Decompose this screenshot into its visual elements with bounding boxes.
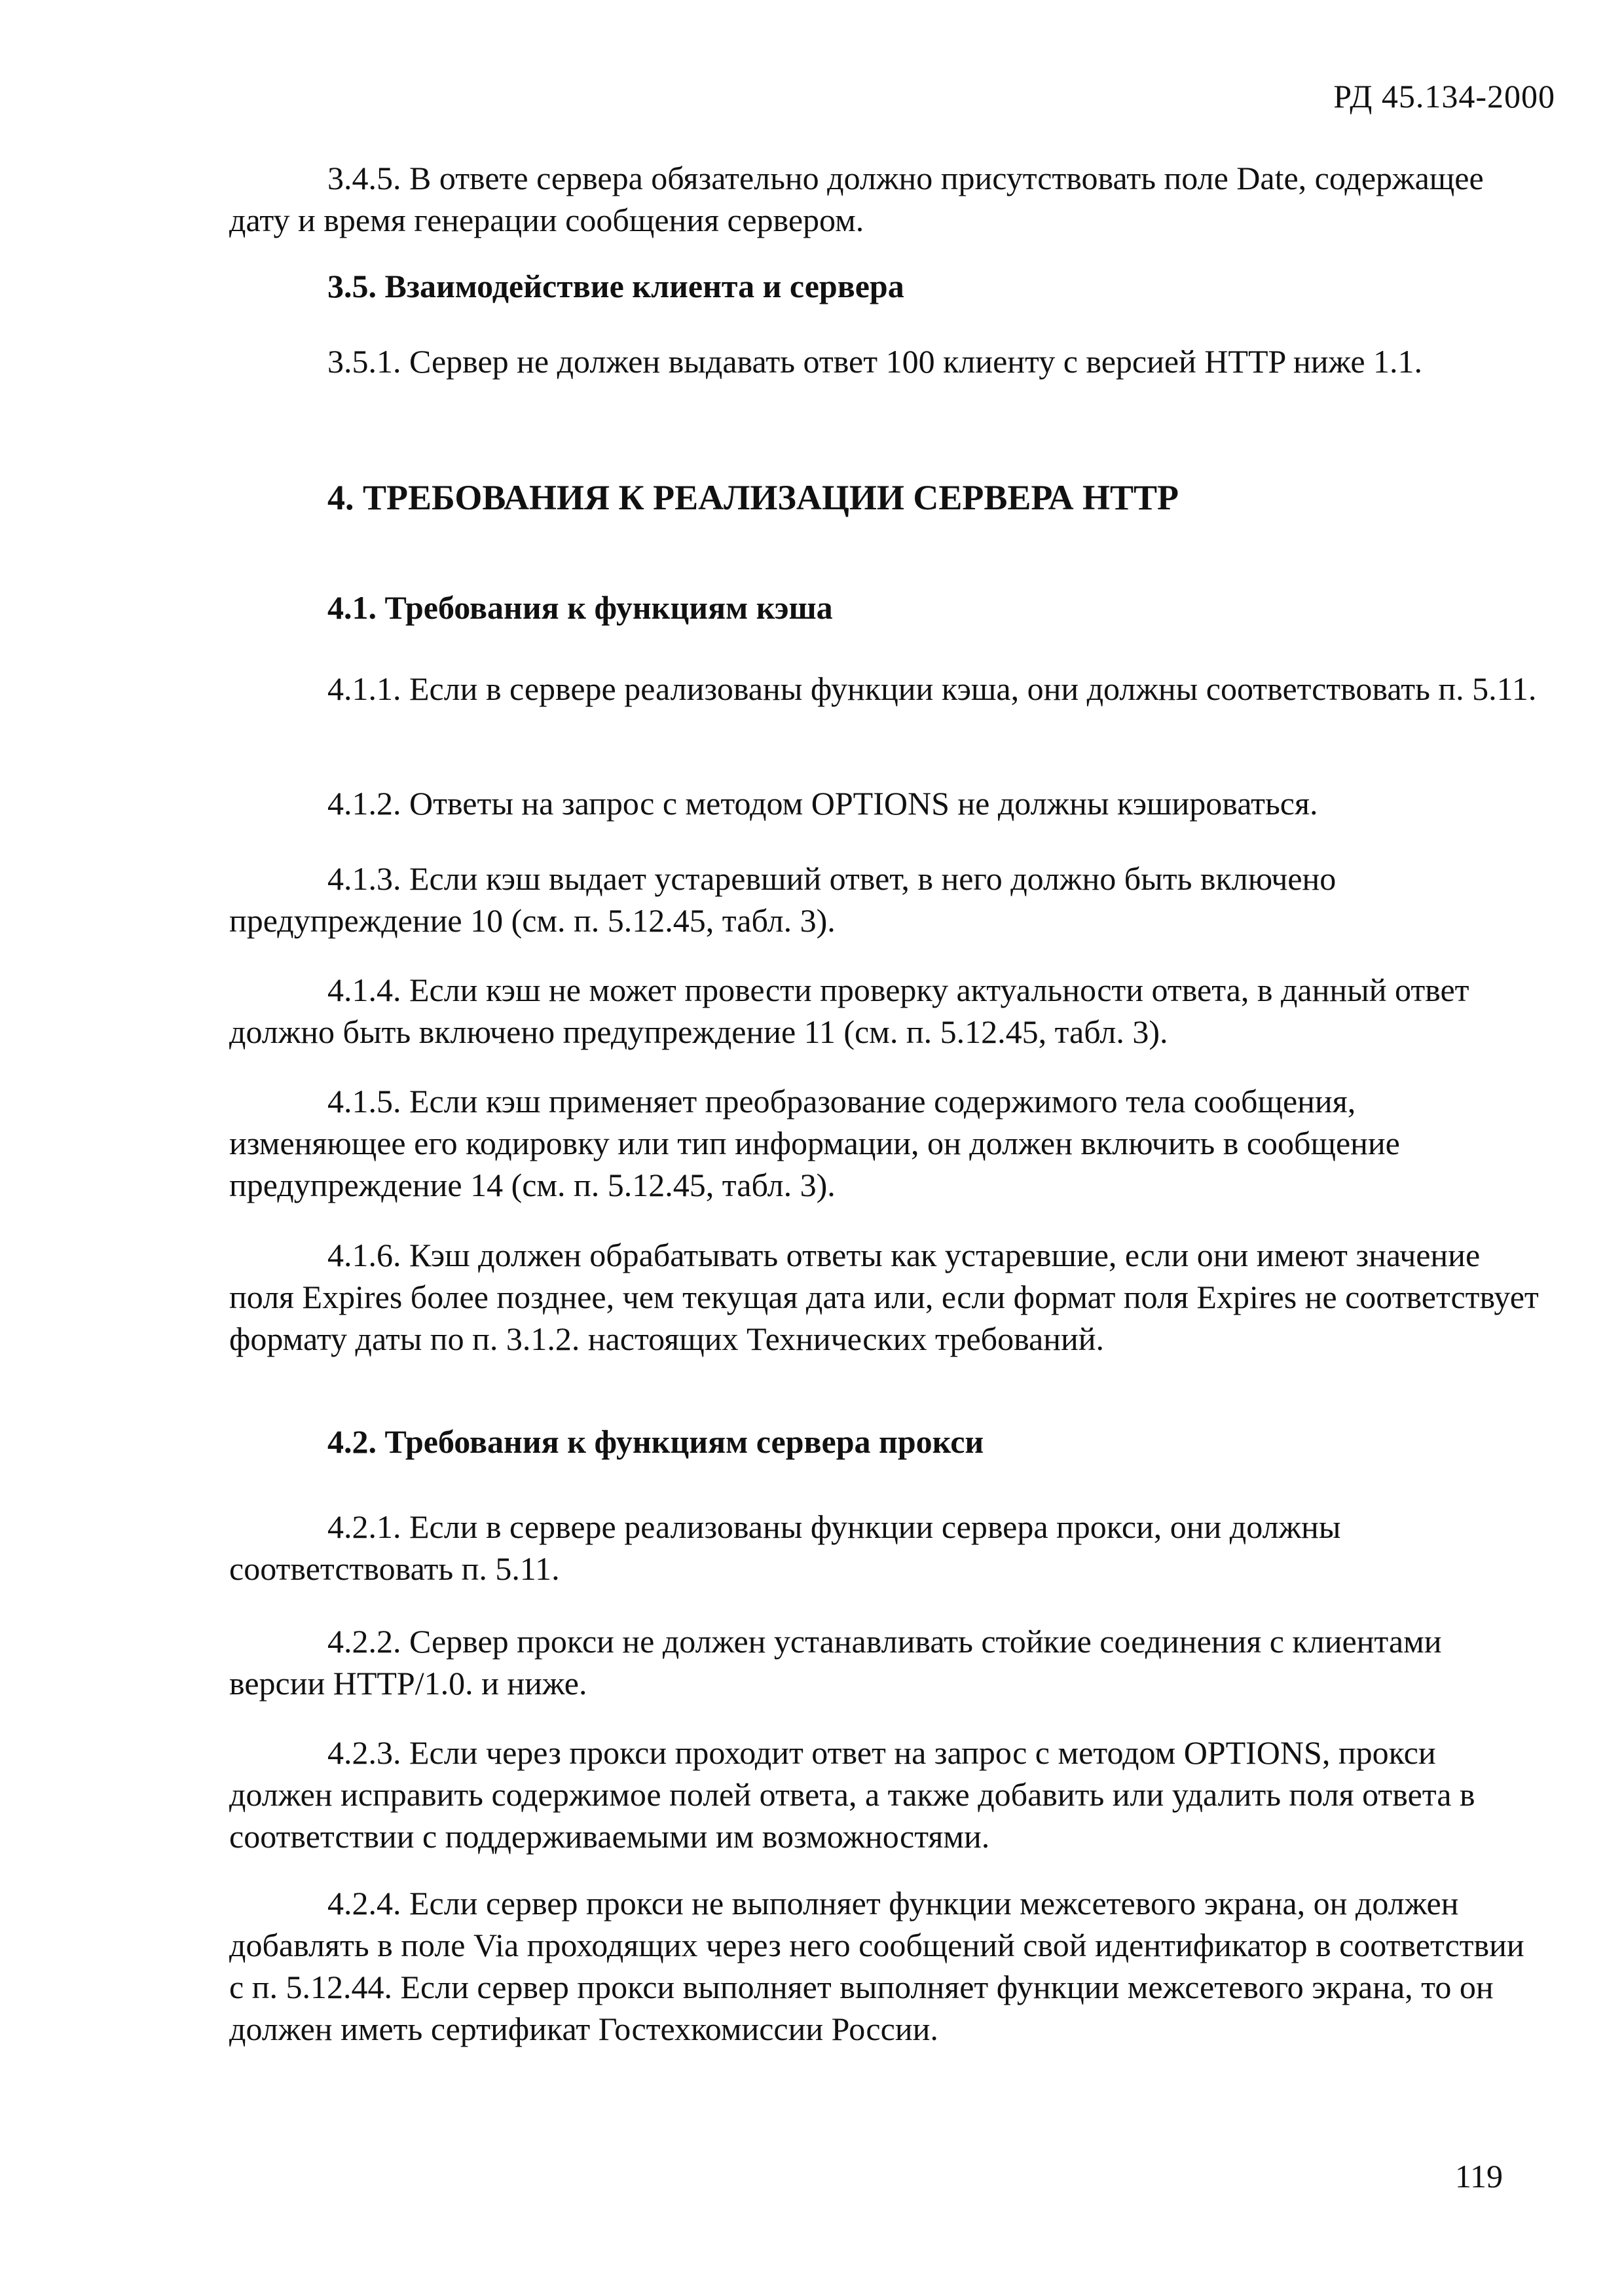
para-4-1-3-block: [229, 858, 1539, 941]
paragraph-4-1-3: 4.1.3. Если кэш выдает устаревший ответ, в него должно быть включено предупреждение 10 (см. п. 5.12.45, табл. 3).: [229, 860, 1337, 939]
paragraph-3-5-1: 3.5.1. Сервер не должен выдавать ответ 100 клиенту с версией HTTP ниже 1.1.: [327, 343, 1423, 380]
heading-3-5: 3.5. Взаимодействие клиента и сервера: [327, 268, 904, 304]
paragraph-4-2-4: 4.2.4. Если сервер прокси не выполняет функции межсетевого экрана, он должен добавлять в поле Via проходящих через него сообщений свой идентификатор в соответствии с п. 5.12.44. Если сервер прокси выполняет выполняет функции межсетевого экрана, то он должен иметь сертификат Гостехкомиссии России.: [229, 1885, 1524, 2047]
para-4-2-2-block: [229, 1620, 1539, 1704]
para-4-2-4-block: [229, 1882, 1539, 2050]
paragraph-4-1-1: 4.1.1. Если в сервере реализованы функции кэша, они должны соответствовать п. 5.11.: [327, 670, 1537, 707]
para-4-1-2-block: [229, 782, 1539, 824]
section-title-4: 4. ТРЕБОВАНИЯ К РЕАЛИЗАЦИИ СЕРВЕРА HTTP: [327, 478, 1179, 517]
para-3-4-5-block: [229, 157, 1539, 241]
paragraph-4-2-1: 4.2.1. Если в сервере реализованы функции сервера прокси, они должны соответствовать п. 5.11.: [229, 1508, 1341, 1587]
heading-3-5-block: [229, 265, 1539, 307]
para-4-2-3-block: [229, 1732, 1539, 1857]
heading-4-1: 4.1. Требования к функциям кэша: [327, 589, 833, 626]
heading-4-2: 4.2. Требования к функциям сервера прокси: [327, 1423, 984, 1460]
page-number: 119: [1454, 2158, 1503, 2195]
para-4-2-1-block: [229, 1506, 1539, 1590]
document-code: РД 45.134-2000: [1333, 78, 1555, 115]
para-4-1-5-block: [229, 1080, 1539, 1206]
paragraph-4-2-3: 4.2.3. Если через прокси проходит ответ на запрос с методом OPTIONS, прокси должен исправить содержимое полей ответа, а также добавить или удалить поля ответа в соответствии с поддерживаемыми им возможностями.: [229, 1734, 1475, 1855]
para-4-1-4-block: [229, 969, 1539, 1053]
paragraph-4-1-2: 4.1.2. Ответы на запрос с методом OPTIONS не должны кэшироваться.: [327, 785, 1318, 822]
para-4-1-1-block: [229, 668, 1539, 710]
para-4-1-6-block: [229, 1234, 1539, 1360]
para-3-5-1-block: [229, 340, 1539, 382]
paragraph-3-4-5: 3.4.5. В ответе сервера обязательно должно присутствовать поле Date, содержащее дату и время генерации сообщения сервером.: [229, 160, 1484, 238]
section-4-title-block: [229, 477, 1539, 519]
paragraph-4-1-6: 4.1.6. Кэш должен обрабатывать ответы как устаревшие, если они имеют значение поля Expires более позднее, чем текущая дата или, если формат поля Expires не соответствует формату даты по п. 3.1.2. настоящих Технических требований.: [229, 1237, 1539, 1357]
paragraph-4-1-5: 4.1.5. Если кэш применяет преобразование содержимого тела сообщения, изменяющее его кодировку или тип информации, он должен включить в сообщение предупреждение 14 (см. п. 5.12.45, табл. 3).: [229, 1083, 1400, 1203]
heading-4-1-block: [229, 587, 1539, 629]
paragraph-4-2-2: 4.2.2. Сервер прокси не должен устанавливать стойкие соединения с клиентами версии HTTP/1.0. и ниже.: [229, 1623, 1442, 1702]
heading-4-2-block: [229, 1421, 1539, 1463]
paragraph-4-1-4: 4.1.4. Если кэш не может провести проверку актуальности ответа, в данный ответ должно быть включено предупреждение 11 (см. п. 5.12.45, табл. 3).: [229, 972, 1469, 1050]
